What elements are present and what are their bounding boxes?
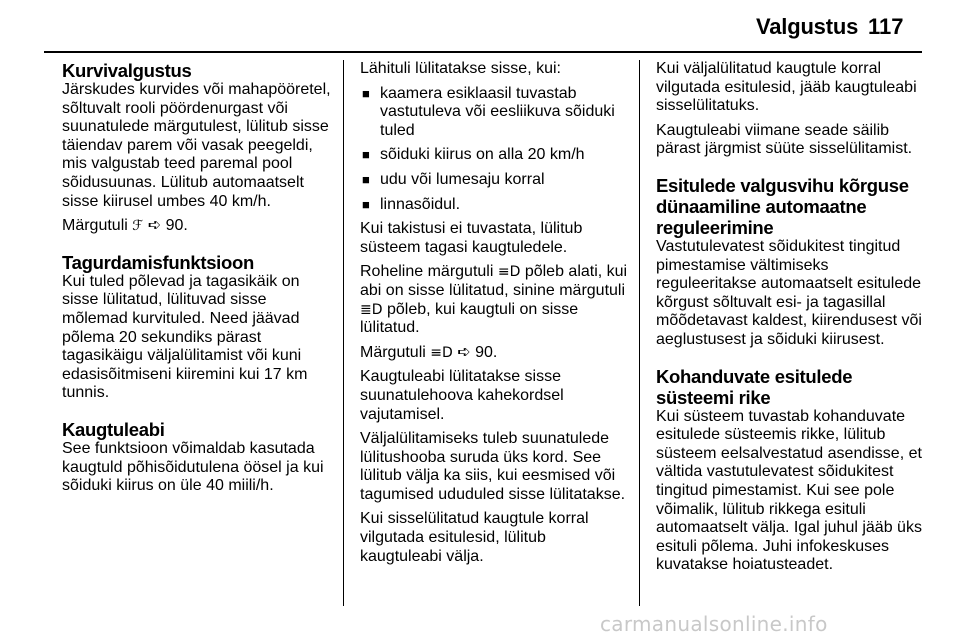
indicator-reference: Märgutuli ℱ ➪ 90. xyxy=(62,217,188,235)
paragraph: Kui takistusi ei tuvastata, lülitub süsteem tagasi kaugtuledele. xyxy=(360,220,583,256)
list-item: ■ udu või lumesaju korral xyxy=(362,170,545,188)
paragraph: Väljalülitamiseks tuleb suunatulede lülitushooba suruda üks kord. See lülitub välja ka siis, kui eesmised või tagumised ududuled sisse lülitatakse. xyxy=(360,430,626,503)
paragraph: Kui sisselülitatud kaugtule korral vilgutada esitulesid, lülitub kaugtuleabi välja. xyxy=(360,510,589,565)
paragraph: Lähituli lülitatakse sisse, kui: xyxy=(360,60,561,77)
page-reference-link[interactable]: ➪ 90. xyxy=(452,343,498,361)
section-title-susteemi-rike: Kohanduvate esitulede süsteemi rike xyxy=(656,365,853,408)
cornering-light-icon: ℱ xyxy=(132,218,144,235)
bullet-icon: ■ xyxy=(362,196,370,212)
paragraph: Kui süsteem tuvastab kohanduvate esitulede süsteemis rikke, lülitub süsteem eelsalvestatud asendisse, et vältida vastutulevatest sõidukitest tingitud pimestamist. Kui see pole võimalik, lülitub rikkega esituli automaatselt välja. Igal juhul jääb üks esituli põlema. Juhi infokeskuses kuvatakse hoiatusteadet. xyxy=(656,407,922,574)
page-number: 117 xyxy=(868,14,904,39)
column-2 xyxy=(360,60,628,572)
high-beam-assist-icon: ≡D xyxy=(497,264,521,281)
bullet-icon: ■ xyxy=(362,147,370,163)
column-divider-1 xyxy=(343,60,344,606)
page-reference-link[interactable]: ➪ 90. xyxy=(147,217,188,235)
list-item: ■ kaamera esiklaasil tuvastab vastutuleva või eesliikuva sõiduki tuled xyxy=(362,84,615,139)
section-title-tagurdamisfunktsioon: Tagurdamisfunktsioon xyxy=(62,251,255,273)
header-divider xyxy=(44,51,922,53)
section-title-valgusvihu-reguleerimine: Esitulede valgusvihu kõrguse dünaamiline automaatne reguleerimine xyxy=(656,174,909,238)
paragraph: Kaugtuleabi lülitatakse sisse suunatulehoova kahekordsel vajutamisel. xyxy=(360,368,564,423)
paragraph: Kui väljalülitatud kaugtule korral vilgutada esitulesid, jääb kaugtuleabi sisselülitatuks. xyxy=(656,60,917,115)
high-beam-assist-icon: ≡D xyxy=(430,344,453,361)
condition-list xyxy=(360,85,628,215)
paragraph: Vastutulevatest sõidukitest tingitud pimestamise vältimiseks reguleeritakse automaatselt esitulede kõrgust sõltuvalt esi- ja tagasillal mõõdetavast kaldest, kiirendusest või aeglustusest ja sõiduki kiirusest. xyxy=(656,237,922,348)
column-1 xyxy=(62,60,332,502)
list-item: ■ sõiduki kiirus on alla 20 km/h xyxy=(362,146,585,164)
indicator-reference: Märgutuli ≡D ➪ 90. xyxy=(360,343,498,361)
paragraph: Järskudes kurvides või mahapööretel, sõltuvalt rooli pöördenurgast või suunatulede märgutulest, lülitub sisse täiendav parem või vasak peegeldi, mis valgustab teed paremal pool sõidusuunas. Lülitub automaatselt sisse kiirusel umbes 40 km/h. xyxy=(62,81,331,210)
section-title-kurvivalgustus: Kurvivalgustus xyxy=(62,60,192,81)
page-header-title: Valgustus xyxy=(756,14,859,39)
column-divider-2 xyxy=(639,60,640,606)
watermark: carmanualsonline.info xyxy=(600,612,828,636)
column-3 xyxy=(656,60,928,581)
bullet-icon: ■ xyxy=(362,171,370,187)
section-title-kaugtuleabi: Kaugtuleabi xyxy=(62,418,165,440)
paragraph: Kaugtuleabi viimane seade säilib pärast järgmist süüte sisselülitamist. xyxy=(656,121,913,158)
high-beam-icon: ≣D xyxy=(360,301,383,318)
paragraph: Kui tuled põlevad ja tagasikäik on sisse lülitatud, lülituvad sisse mõlemad kurvituled. Need jäävad põlema 20 sekundiks pärast tagasikäigu väljalülitamist või kuni edasisõitmiseni kiiremini kui 17 km tunnis. xyxy=(62,272,308,402)
paragraph: See funktsioon võimaldab kasutada kaugtuld põhisõidutulena öösel ja kui sõiduki kiirus on üle 40 miili/h. xyxy=(62,439,324,495)
paragraph-indicators: Roheline märgutuli ≡D põleb alati, kui abi on sisse lülitatud, sinine märgutuli ≣D põleb, kui kaugtuli on sisse lülitatud. xyxy=(360,263,628,337)
list-item: ■ linnasõidul. xyxy=(362,195,461,213)
bullet-icon: ■ xyxy=(362,85,370,101)
